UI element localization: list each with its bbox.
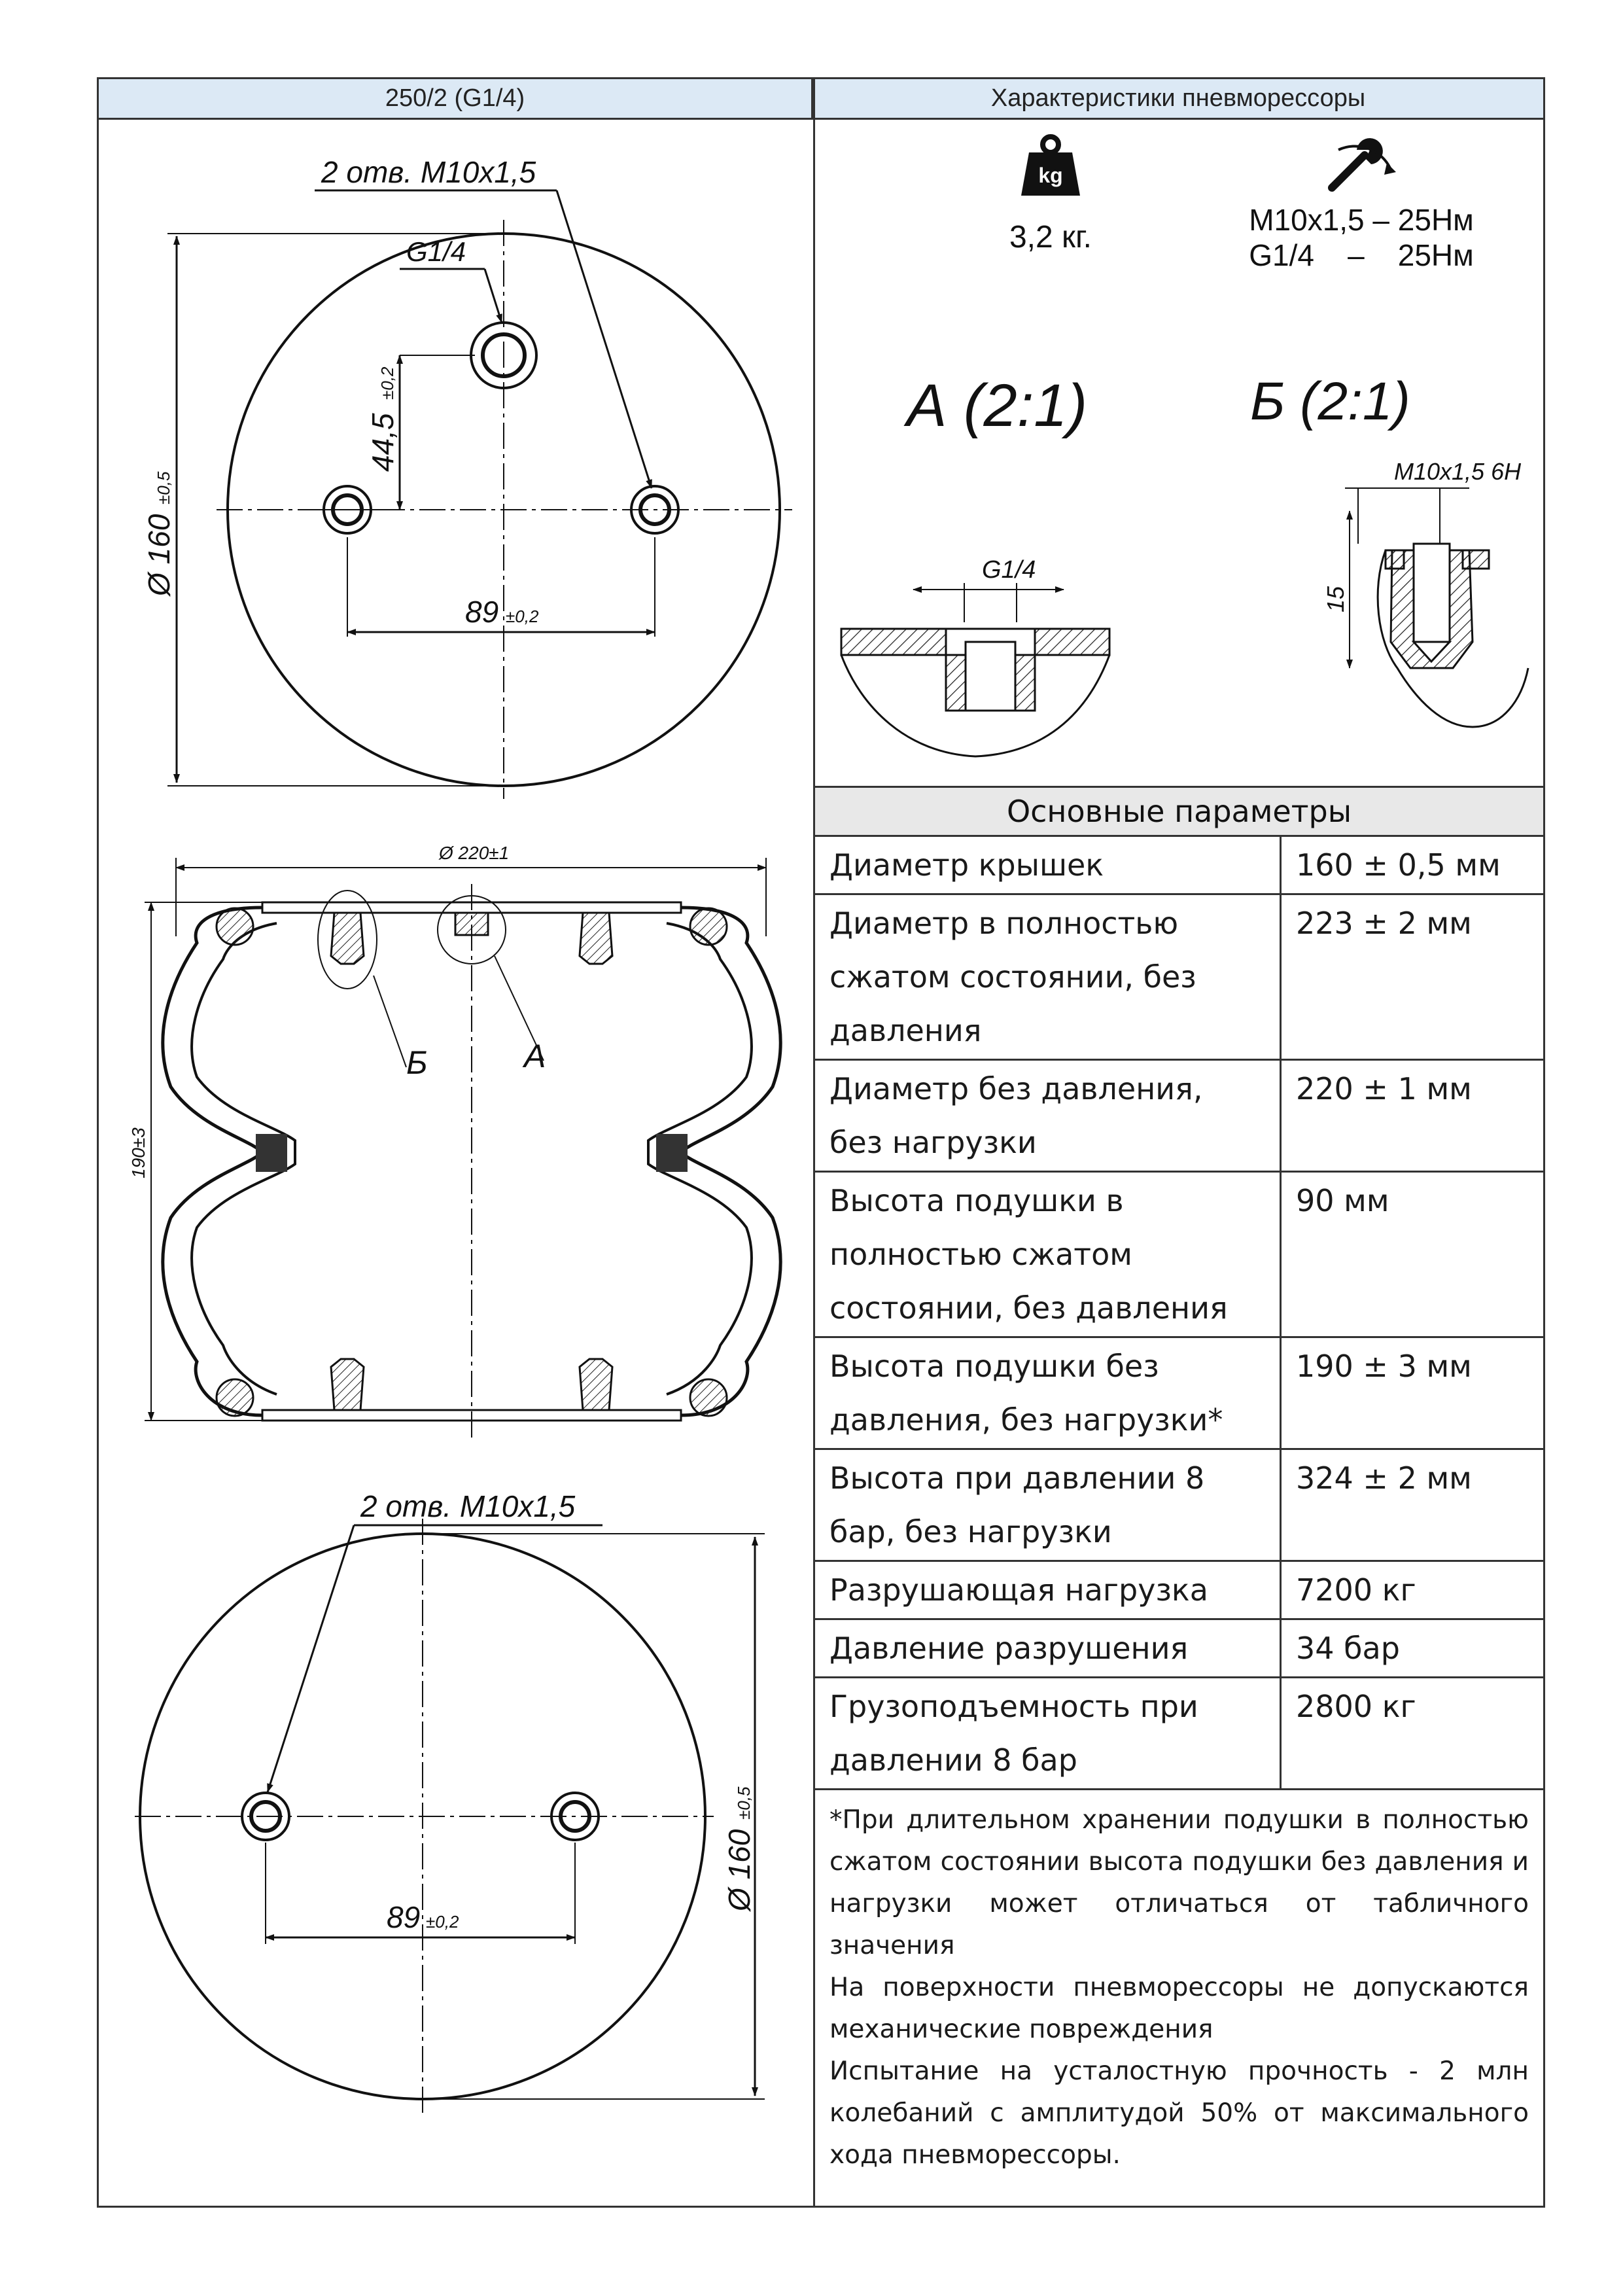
top-offset-dim: 44,5 — [366, 413, 400, 472]
spec-sheet-frame — [97, 77, 1545, 2208]
table-row — [815, 1337, 1543, 1449]
param-name: Разрушающая нагрузка — [815, 1561, 1281, 1619]
param-name: Грузоподъемность при давлении 8 бар — [815, 1678, 1281, 1790]
detail-a-section — [841, 556, 1109, 756]
torque-m10: M10x1,5 – 25Нм — [1249, 203, 1474, 237]
table-row — [815, 894, 1543, 1060]
top-spacing-tol: ±0,2 — [506, 607, 539, 626]
param-value: 220 ± 1 мм — [1281, 1060, 1544, 1172]
param-value: 223 ± 2 мм — [1281, 894, 1544, 1060]
svg-text:15: 15 — [1322, 586, 1349, 612]
top-port-label: G1/4 — [406, 236, 466, 267]
side-detail-a-label: А — [524, 1038, 546, 1074]
bottom-diameter-tol: ±0,5 — [734, 1786, 754, 1820]
weight-icon — [1015, 130, 1087, 202]
param-value: 34 бар — [1281, 1619, 1544, 1678]
top-holes-label: 2 отв. M10x1,5 — [321, 155, 536, 189]
footnote-storage: *При длительном хранении подушки в полностью сжатом состоянии высота подушки без давления и нагрузки может отличаться от табличного значения — [829, 1805, 1529, 1960]
bottom-spacing-dim: 89 — [387, 1900, 421, 1934]
svg-text:G1/4: G1/4 — [982, 556, 1036, 584]
girdle-ring-left — [256, 1134, 287, 1172]
table-row — [815, 1060, 1543, 1172]
torque-g14: G1/4 – 25Нм — [1249, 238, 1474, 272]
detail-drawings — [815, 275, 1543, 773]
table-row — [815, 1449, 1543, 1561]
bottom-spacing-tol: ±0,2 — [426, 1912, 459, 1932]
girdle-ring-right — [656, 1134, 688, 1172]
param-value: 324 ± 2 мм — [1281, 1449, 1544, 1561]
table-row — [815, 1561, 1543, 1619]
wrench-torque-icon — [1319, 130, 1404, 202]
top-offset-tol: ±0,2 — [377, 366, 397, 400]
model-title: 250/2 (G1/4) — [385, 84, 525, 112]
top-spacing-dim: 89 — [465, 595, 499, 629]
top-diameter-dim: Ø 160 — [142, 514, 176, 596]
param-name: Высота подушки в полностью сжатом состоянии, без давления — [815, 1172, 1281, 1337]
param-name: Высота при давлении 8 бар, без нагрузки — [815, 1449, 1281, 1561]
param-name: Диаметр в полностью сжатом состоянии, без давления — [815, 894, 1281, 1060]
param-value: 160 ± 0,5 мм — [1281, 837, 1544, 894]
table-row — [815, 1678, 1543, 1790]
side-width-dim: Ø 220±1 — [439, 843, 510, 863]
table-row — [815, 1172, 1543, 1337]
characteristics-header — [813, 79, 1543, 120]
side-detail-b-label: Б — [406, 1044, 428, 1081]
top-view — [142, 155, 792, 799]
svg-text:kg: kg — [1038, 164, 1063, 187]
parameters-title: Основные параметры — [815, 786, 1543, 837]
param-name: Диаметр крышек — [815, 837, 1281, 894]
parameters-table — [815, 837, 1543, 1790]
param-value: 190 ± 3 мм — [1281, 1337, 1544, 1449]
weight-value: 3,2 кг. — [1009, 220, 1092, 255]
detail-a-title: А (2:1) — [907, 372, 1088, 439]
param-value: 7200 кг — [1281, 1561, 1544, 1619]
top-diameter-tol: ±0,5 — [154, 471, 173, 504]
detail-b-section — [1322, 458, 1528, 727]
param-name: Высота подушки без давления, без нагрузки* — [815, 1337, 1281, 1449]
parameters-section — [815, 786, 1543, 2176]
bottom-view — [135, 1489, 765, 2114]
technical-drawing — [99, 79, 813, 2206]
weight-block — [949, 130, 1152, 255]
footnotes — [815, 1790, 1543, 2176]
table-row — [815, 837, 1543, 894]
side-view — [128, 843, 780, 1440]
detail-b-title: Б (2:1) — [1250, 372, 1410, 431]
svg-text:M10x1,5 6H: M10x1,5 6H — [1394, 458, 1522, 485]
characteristics-title: Характеристики пневморессоры — [990, 84, 1366, 112]
bottom-holes-label: 2 отв. M10x1,5 — [360, 1489, 576, 1523]
bottom-diameter-dim: Ø 160 — [722, 1829, 756, 1911]
param-value: 90 мм — [1281, 1172, 1544, 1337]
table-row — [815, 1619, 1543, 1678]
footnote-surface: На поверхности пневморессоры не допускаются механические повреждения — [829, 1973, 1529, 2044]
param-name: Давление разрушения — [815, 1619, 1281, 1678]
torque-block — [1204, 130, 1518, 273]
footnote-fatigue: Испытание на усталостную прочность - 2 млн колебаний с амплитудой 50% от максимального хода пневморессоры. — [829, 2057, 1529, 2170]
side-height-dim: 190±3 — [128, 1127, 148, 1178]
param-name: Диаметр без давления, без нагрузки — [815, 1060, 1281, 1172]
param-value: 2800 кг — [1281, 1678, 1544, 1790]
